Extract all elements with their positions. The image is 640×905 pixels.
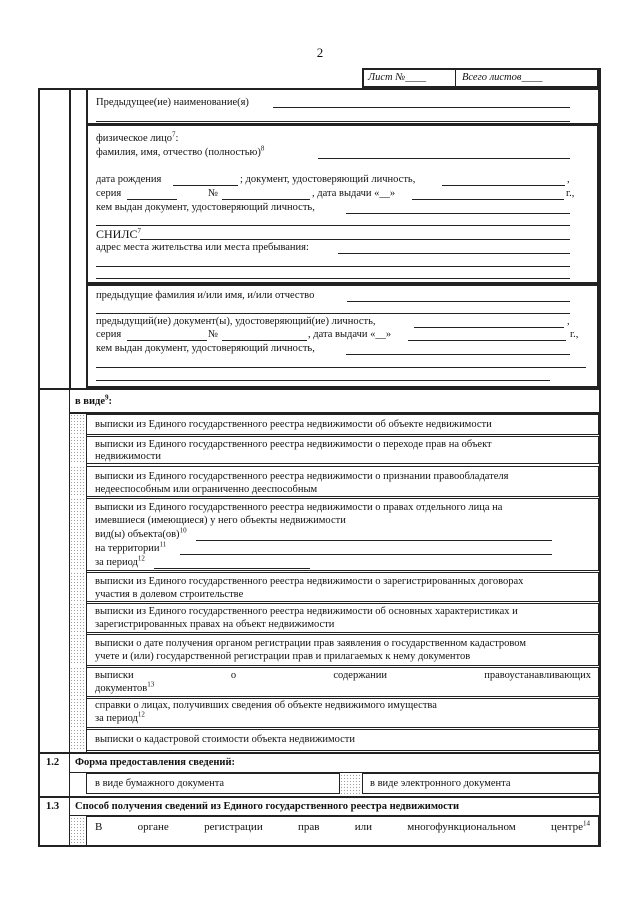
- address-field[interactable]: [338, 253, 570, 254]
- option-text-4a: выписки из Единого государственного реестра недвижимости о правах отдельного лица на: [95, 502, 503, 513]
- prev-series-label: серия: [96, 329, 122, 340]
- series-label: серия: [96, 188, 122, 199]
- option-text-3b: недееспособным или ограниченно дееспособным: [95, 484, 318, 495]
- option-text-6b: зарегистрированных правах на объект недвижимости: [95, 619, 335, 630]
- page-number: 2: [316, 45, 324, 60]
- prev-number-label: №: [208, 329, 219, 340]
- option-text-5b: участия в долевом строительстве: [95, 589, 244, 600]
- id-doc-field[interactable]: [442, 185, 565, 186]
- electronic-label: в виде электронного документа: [370, 778, 511, 789]
- object-types-label: вид(ы) объекта(ов)$^{10}$: [95, 526, 187, 540]
- option-text-2b: недвижимости: [95, 451, 161, 462]
- territory-label: на территории$^{11}$: [95, 540, 167, 554]
- prev-issue-date-field[interactable]: [408, 340, 566, 341]
- option-checkbox-4[interactable]: [70, 498, 86, 570]
- period-label: за период$^{12}$: [95, 554, 145, 568]
- address-label: адрес места жительства или места пребывания:: [96, 242, 309, 253]
- section-1-3-title: Способ получения сведений из Единого государственного реестра недвижимости: [75, 801, 459, 812]
- issue-date-label: , дата выдачи «__»: [312, 188, 396, 199]
- option-text-4b: имевшиеся (имеющиеся) у него объекты недвижимости: [95, 515, 346, 526]
- option-checkbox-8[interactable]: [70, 667, 86, 696]
- option-checkbox-5[interactable]: [70, 572, 86, 601]
- office-label: В органе регистрации прав или многофункциональном центре$^{14}$: [95, 819, 590, 833]
- office-checkbox[interactable]: [70, 817, 86, 845]
- option-text-5a: выписки из Единого государственного реестра недвижимости о зарегистрированных договорах: [95, 576, 524, 587]
- option-checkbox-9[interactable]: [70, 698, 86, 727]
- prev-series-field[interactable]: [127, 340, 207, 341]
- option-text-8a: выписки о содержании правоустанавливающих: [95, 670, 591, 681]
- prev-fio-field[interactable]: [347, 301, 570, 302]
- option-checkbox-6[interactable]: [70, 603, 86, 632]
- id-doc-label: ; документ, удостоверяющий личность,: [240, 174, 416, 185]
- birth-date-label: дата рождения: [96, 174, 162, 185]
- prev-docs-label: предыдущий(ие) документ(ы), удостоверяющий(ие) личность,: [96, 316, 376, 327]
- section-1-2-number: 1.2: [46, 757, 60, 768]
- snils-field[interactable]: [140, 239, 570, 240]
- fio-label: фамилия, имя, отчество (полностью)$^8$: [96, 144, 265, 158]
- option-checkbox-7[interactable]: [70, 634, 86, 665]
- prev-year-label: г.,: [570, 329, 579, 340]
- prev-number-field[interactable]: [222, 340, 307, 341]
- paper-checkbox[interactable]: [340, 774, 360, 794]
- individual-title: физическое лицо$^7$:: [96, 130, 179, 144]
- option-text-1: выписки из Единого государственного реестра недвижимости об объекте недвижимости: [95, 419, 492, 430]
- issued-by-label: кем выдан документ, удостоверяющий личность,: [96, 202, 315, 213]
- paper-label: в виде бумажного документа: [95, 778, 225, 789]
- option-text-7a: выписки о дате получения органом регистрации прав заявления о государственном кадастровом: [95, 638, 526, 649]
- number-field[interactable]: [222, 199, 310, 200]
- snils-label: СНИЛС$^7$: [96, 227, 141, 241]
- option-text-10: выписки о кадастровой стоимости объекта недвижимости: [95, 734, 355, 745]
- prev-issued-by-field[interactable]: [346, 354, 570, 355]
- issue-date-field[interactable]: [412, 199, 564, 200]
- section-1-2-title: Форма предоставления сведений:: [75, 757, 236, 768]
- option-checkbox-2[interactable]: [70, 436, 86, 463]
- option-text-6a: выписки из Единого государственного реестра недвижимости об основных характеристиках и: [95, 606, 518, 617]
- prev-names-label: Предыдущее(ие) наименование(я): [96, 97, 249, 108]
- prev-docs-field[interactable]: [414, 327, 564, 328]
- prev-issued-by-label: кем выдан документ, удостоверяющий личность,: [96, 343, 315, 354]
- option-text-7b: учете и (или) государственной регистрации прав и прилагаемых к нему документов: [95, 651, 471, 662]
- year-label: г.,: [566, 188, 575, 199]
- object-types-field[interactable]: [196, 540, 552, 541]
- option-text-8b: документов$^{13}$: [95, 680, 155, 694]
- number-label: №: [208, 188, 219, 199]
- sheet-number-label: Лист №____: [368, 72, 427, 83]
- option-checkbox-1[interactable]: [70, 414, 86, 434]
- option-checkbox-10[interactable]: [70, 729, 86, 750]
- period-field[interactable]: [154, 568, 310, 569]
- series-field[interactable]: [127, 199, 177, 200]
- option-text-9b: за период$^{12}$: [95, 710, 145, 724]
- prev-fio-label: предыдущие фамилия и/или имя, и/или отчество: [96, 290, 315, 301]
- total-sheets-label: Всего листов____: [462, 72, 543, 83]
- prev-issue-date-label: , дата выдачи «__»: [308, 329, 392, 340]
- issued-by-field[interactable]: [346, 213, 570, 214]
- section-1-3-number: 1.3: [46, 801, 60, 812]
- birth-date-field[interactable]: [173, 185, 238, 186]
- option-checkbox-3[interactable]: [70, 466, 86, 496]
- in-form-label: в виде$^9$:: [75, 393, 112, 407]
- option-text-3a: выписки из Единого государственного реестра недвижимости о признании правообладателя: [95, 471, 509, 482]
- option-text-2a: выписки из Единого государственного реестра недвижимости о переходе прав на объект: [95, 439, 492, 450]
- territory-field[interactable]: [180, 554, 552, 555]
- option-text-9a: справки о лицах, получивших сведения об объекте недвижимого имущества: [95, 700, 437, 711]
